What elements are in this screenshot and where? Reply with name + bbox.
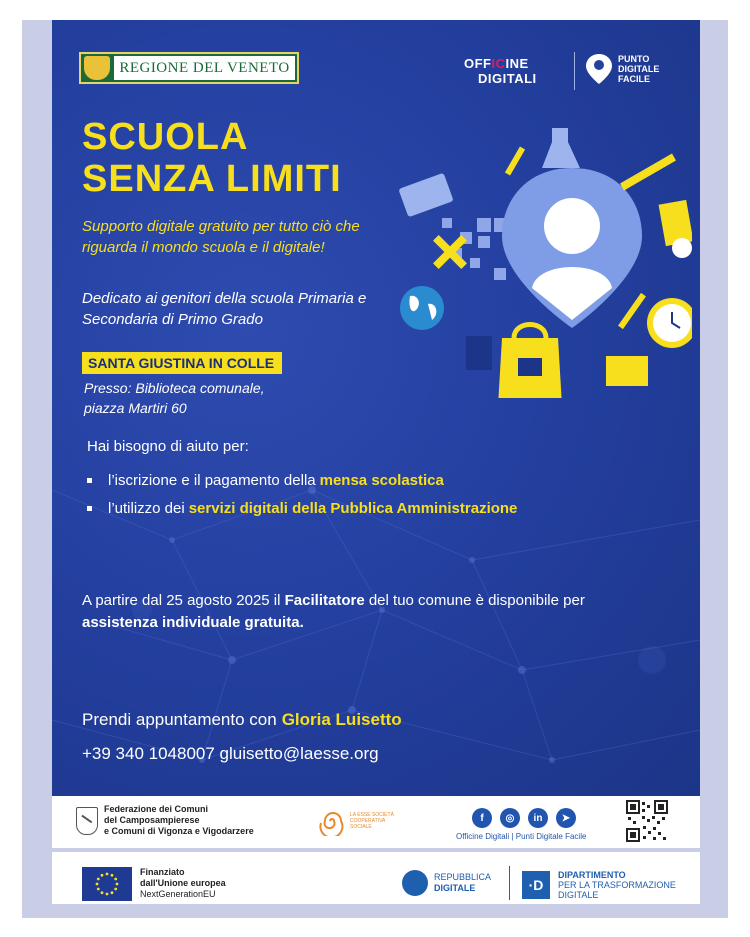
facebook-icon[interactable]: f xyxy=(472,808,492,828)
funding-band xyxy=(52,852,700,904)
location-address xyxy=(84,378,265,418)
help-item-text: l’iscrizione e il pagamento della xyxy=(108,471,316,489)
rep-line2: DIGITALE xyxy=(434,883,476,893)
laesse-text: LA ESSE SOCIETÀ COOPERATIVA SOCIALE xyxy=(350,812,394,830)
help-lead: Hai bisogno di aiuto per: xyxy=(87,438,249,455)
regione-label: REGIONE DEL VENETO xyxy=(114,56,295,80)
telegram-icon[interactable]: ➤ xyxy=(556,808,576,828)
federation-line2: del Camposampierese xyxy=(104,815,200,825)
availability-part1: A partire dal 25 agosto 2025 il xyxy=(82,592,285,609)
rep-line1: REPUBBLICA xyxy=(434,872,492,882)
address-line1: Presso: Biblioteca comunale, xyxy=(84,380,265,396)
list-item xyxy=(87,466,517,494)
repubblica-digitale-logo xyxy=(402,870,491,896)
social-caption: Officine Digitali | Punti Digitale Facile xyxy=(456,832,587,841)
address-line2: piazza Martiri 60 xyxy=(84,400,187,416)
social-links xyxy=(472,808,576,828)
federation-line1: Federazione dei Comuni xyxy=(104,804,209,814)
qr-code-icon[interactable] xyxy=(626,800,668,842)
availability-service: assistenza individuale gratuita. xyxy=(82,614,304,631)
map-pin-icon xyxy=(584,52,614,86)
dip-line3: DIGITALE xyxy=(558,890,599,900)
appointment-lead: Prendi appuntamento con xyxy=(82,710,277,729)
punto-line2: DIGITALE xyxy=(618,64,660,74)
laesse-logo xyxy=(317,806,400,836)
officine-digitali-logo xyxy=(464,56,574,90)
title-line2: SENZA LIMITI xyxy=(82,158,342,200)
officine-top-a: OFF xyxy=(464,56,492,71)
linkedin-icon[interactable]: in xyxy=(528,808,548,828)
italy-globe-icon xyxy=(402,870,428,896)
help-item-highlight: servizi digitali della Pubblica Amministrazione xyxy=(188,499,518,517)
school-illustration xyxy=(382,108,692,398)
location-town: SANTA GIUSTINA IN COLLE xyxy=(82,352,282,374)
punto-line3: FACILE xyxy=(618,74,651,84)
eu-line1: Finanziato xyxy=(140,867,185,877)
dip-line2: PER LA TRASFORMAZIONE xyxy=(558,880,676,890)
spiral-logo-icon xyxy=(317,806,347,836)
intro-highlight: Supporto digitale gratuito per tutto ciò che riguarda il mondo scuola e il digitale! xyxy=(82,218,360,256)
help-item-text: l’utilizzo dei xyxy=(108,499,185,517)
availability-text xyxy=(82,590,662,634)
officine-top-highlight: IC xyxy=(491,56,506,71)
eu-flag-icon xyxy=(82,867,132,901)
contact-info[interactable]: +39 340 1048007 gluisetto@laesse.org xyxy=(82,744,379,763)
poster xyxy=(52,20,700,796)
dip-line1: DIPARTIMENTO xyxy=(558,870,626,880)
regione-veneto-logo xyxy=(79,52,299,84)
title-line1: SCUOLA xyxy=(82,116,249,158)
bullet-icon xyxy=(87,478,92,483)
facilitator-name: Gloria Luisetto xyxy=(281,710,402,729)
appointment-line xyxy=(82,710,402,730)
eu-line3: NextGenerationEU xyxy=(140,889,216,899)
federazione-crest-icon xyxy=(76,807,98,835)
punto-line1: PUNTO xyxy=(618,54,650,64)
list-item xyxy=(87,494,517,522)
dipartimento-icon: ·D xyxy=(522,871,550,899)
officine-bottom: DIGITALI xyxy=(478,71,537,86)
availability-role: Facilitatore xyxy=(284,592,365,609)
dipartimento-logo xyxy=(522,870,676,900)
footer-divider xyxy=(509,866,510,900)
punto-digitale-facile-logo xyxy=(584,52,659,86)
partners-band xyxy=(52,796,700,848)
eu-funding-text xyxy=(140,867,226,900)
help-list xyxy=(87,466,517,522)
bullet-icon xyxy=(87,506,92,511)
page-title xyxy=(82,116,342,200)
eu-line2: dall'Unione europea xyxy=(140,878,226,888)
availability-part2: del tuo comune è disponibile per xyxy=(364,592,585,609)
help-item-highlight: mensa scolastica xyxy=(319,471,444,489)
federation-line3: e Comuni di Vigonza e Vigodarzere xyxy=(104,826,254,836)
officine-top-b: INE xyxy=(505,56,529,71)
header-divider xyxy=(574,52,575,90)
intro-dedicated: Dedicato ai genitori della scuola Primaria e Secondaria di Primo Grado xyxy=(82,290,367,328)
regione-crest-icon xyxy=(84,56,110,80)
federazione-logo xyxy=(76,804,254,837)
instagram-icon[interactable]: ◎ xyxy=(500,808,520,828)
